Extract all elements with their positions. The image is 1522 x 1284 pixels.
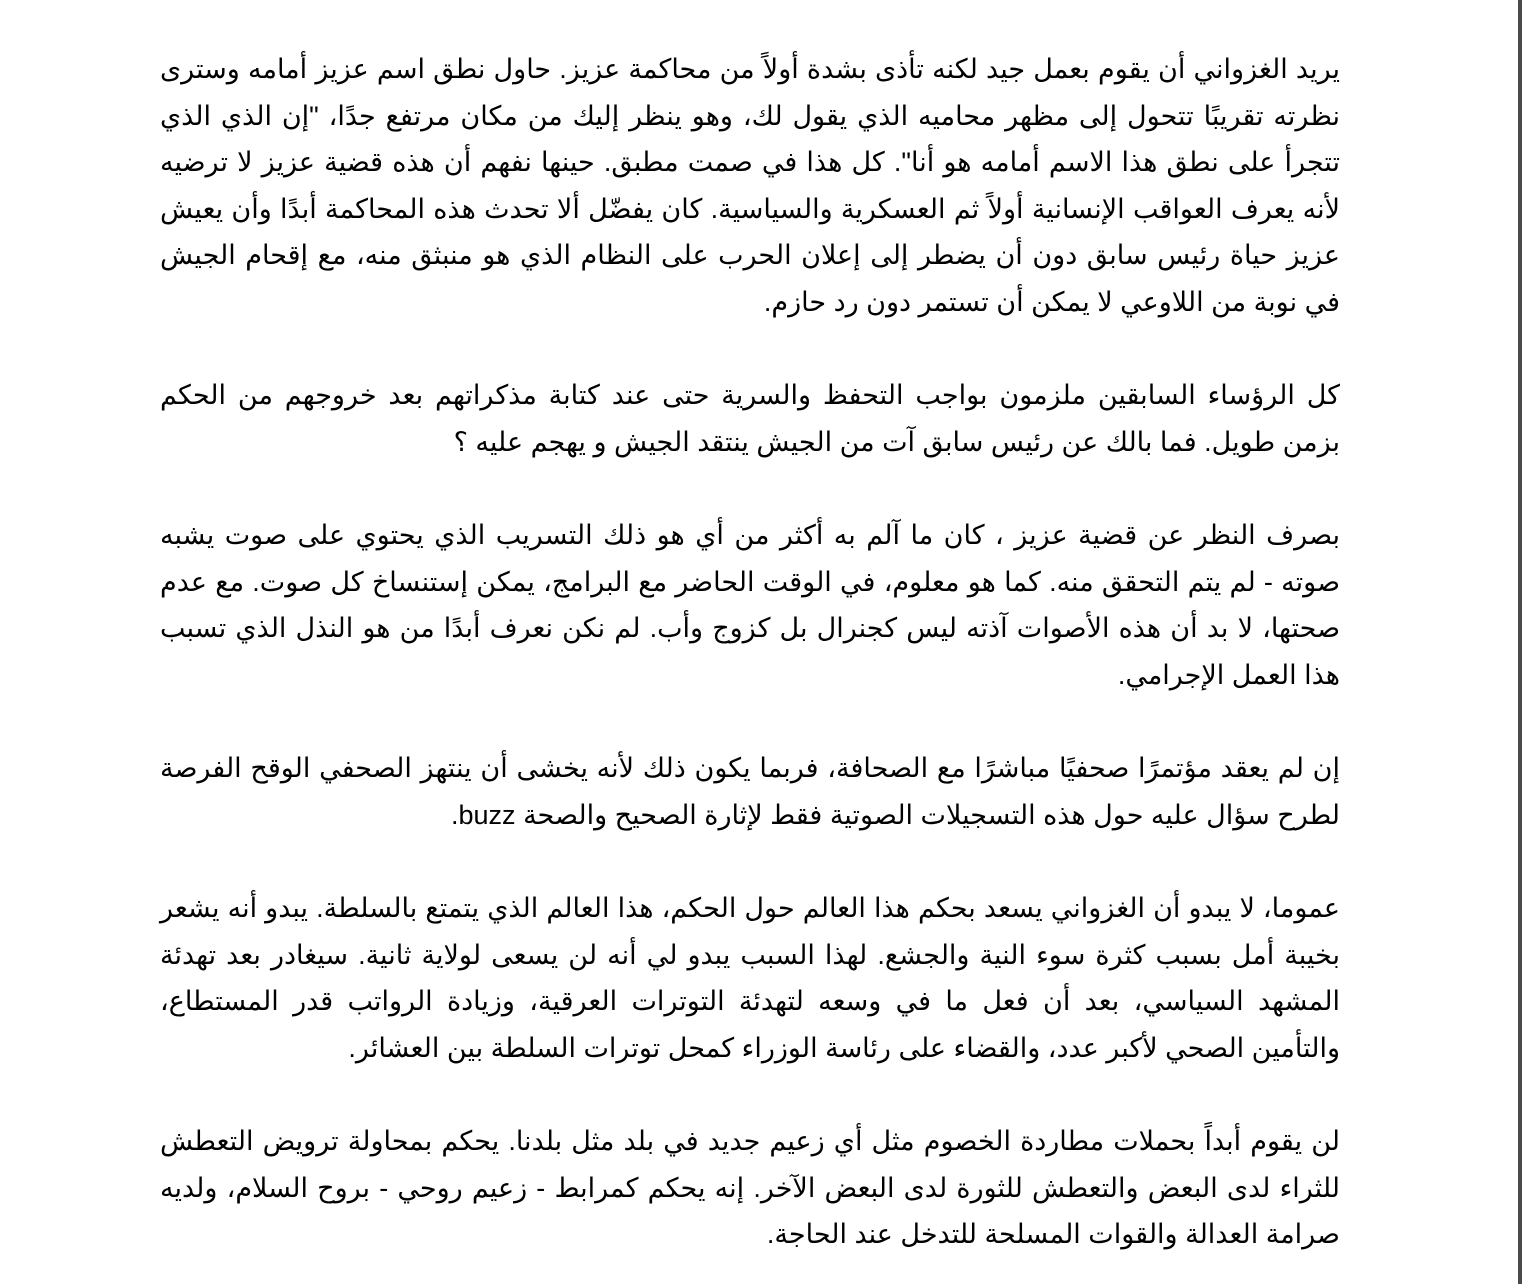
document-body: [160, 46, 1340, 1284]
paragraph-4: إن لم يعقد مؤتمرًا صحفيًا مباشرًا مع الصحافة، فربما يكون ذلك لأنه يخشى أن ينتهز الصحفي الوقح الفرصة لطرح سؤال عليه حول هذه التسجيلات الصوتية فقط لإثارة الصحيح والصحة buzz.: [160, 753, 1340, 830]
paragraph-5: عموما، لا يبدو أن الغزواني يسعد بحكم هذا العالم حول الحكم، هذا العالم الذي يتمتع بالسلطة. يبدو أنه يشعر بخيبة أمل بسبب كثرة سوء النية والجشع. لهذا السبب يبدو لي أنه لن يسعى لولاية ثانية. سيغادر بعد تهدئة المشهد السياسي، بعد أن فعل ما في وسعه لتهدئة التوترات العرقية، وزيادة الرواتب قدر المستطاع، والتأمين الصحي لأكبر عدد، والقضاء على رئاسة الوزراء كمحل توترات السلطة بين العشائر.: [160, 893, 1340, 1063]
paragraph-1: يريد الغزواني أن يقوم بعمل جيد لكنه تأذى بشدة أولاً من محاكمة عزيز. حاول نطق اسم عزيز أمامه وسترى نظرته تقريبًا تتحول إلى مظهر محاميه الذي يقول لك، وهو ينظر إليك من مكان مرتفع جدًا، "إن الذي الذي تتجرأ على نطق هذا الاسم أمامه هو أنا". كل هذا في صمت مطبق. حينها نفهم أن هذه قضية عزيز لا ترضيه لأنه يعرف العواقب الإنسانية أولاً ثم العسكرية والسياسية. كان يفضّل ألا تحدث هذه المحاكمة أبدًا وأن يعيش عزيز حياة رئيس سابق دون أن يضطر إلى إعلان الحرب على النظام الذي هو منبثق منه، مع إقحام الجيش في نوبة من اللاوعي لا يمكن أن تستمر دون رد حازم.: [160, 54, 1340, 317]
paragraph-2: كل الرؤساء السابقين ملزمون بواجب التحفظ والسرية حتى عند كتابة مذكراتهم بعد خروجهم من الحكم بزمن طويل. فما بالك عن رئيس سابق آت من الجيش ينتقد الجيش و يهجم عليه ؟: [160, 380, 1340, 457]
paragraph-6: لن يقوم أبداً بحملات مطاردة الخصوم مثل أي زعيم جديد في بلد مثل بلدنا. يحكم بمحاولة ترويض التعطش للثراء لدى البعض والتعطش للثورة لدى البعض الآخر. إنه يحكم كمرابط - زعيم روحي - بروح السلام، ولديه صرامة العدالة والقوات المسلحة للتدخل عند الحاجة.: [160, 1126, 1340, 1249]
window-edge-scrollbar[interactable]: [1518, 0, 1522, 1284]
paragraph-3: بصرف النظر عن قضية عزيز ، كان ما آلم به أكثر من أي هو ذلك التسريب الذي يحتوي على صوت يشبه صوته - لم يتم التحقق منه. كما هو معلوم، في الوقت الحاضر مع البرامج، يمكن إستنساخ كل صوت. مع عدم صحتها، لا بد أن هذه الأصوات آذته ليس كجنرال بل كزوج وأب. لم نكن نعرف أبدًا من هو النذل الذي تسبب هذا العمل الإجرامي.: [160, 520, 1340, 690]
